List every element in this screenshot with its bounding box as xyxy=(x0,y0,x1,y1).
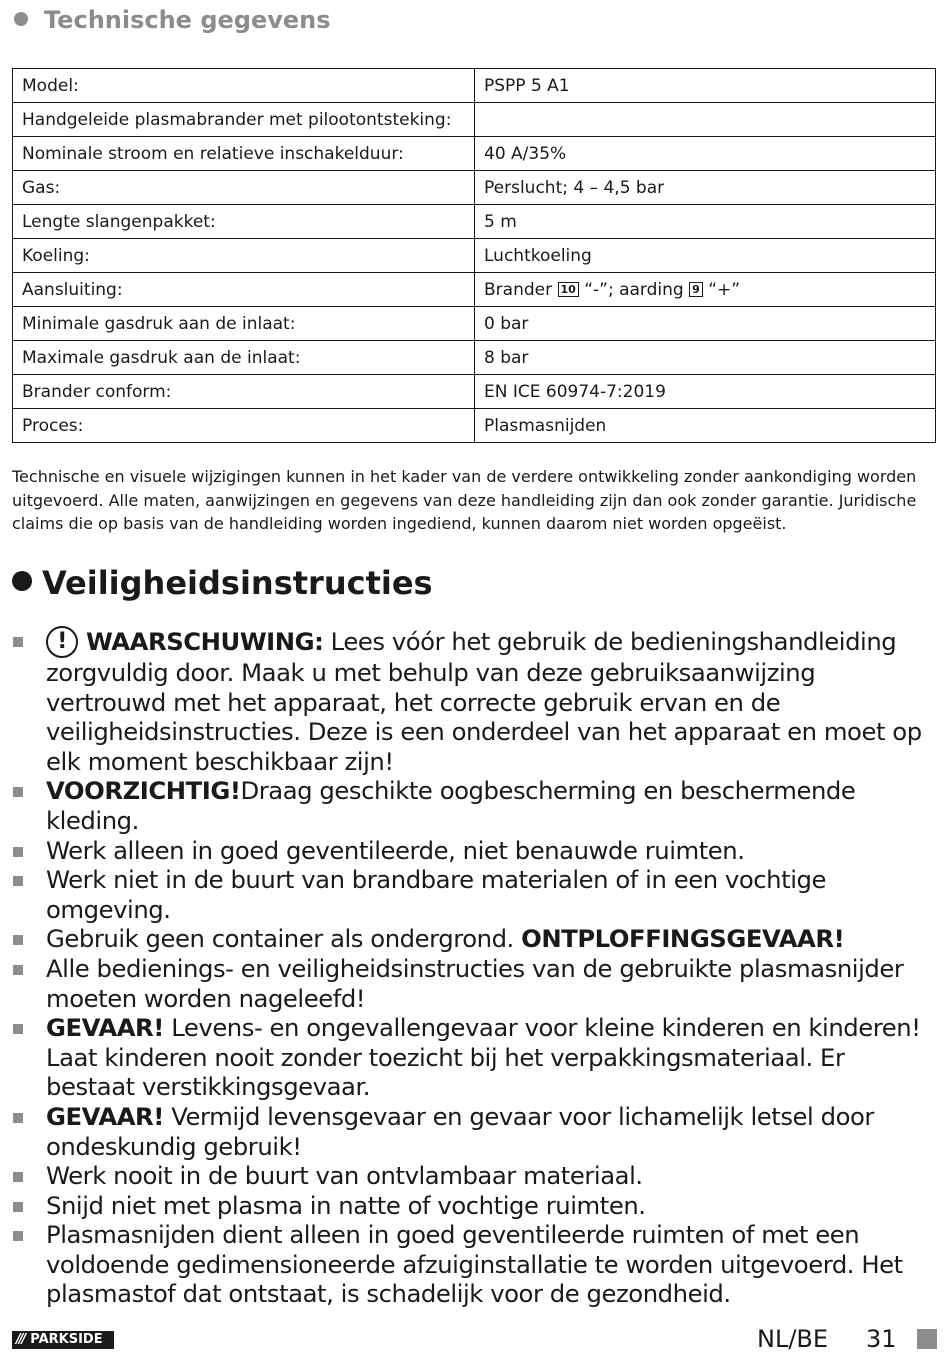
spec-value: Perslucht; 4 – 4,5 bar xyxy=(475,171,936,205)
page-number: 31 xyxy=(866,1325,897,1353)
square-bullet-icon xyxy=(13,1113,23,1123)
square-bullet-icon xyxy=(13,876,23,886)
section-heading-technical xyxy=(14,6,331,34)
table-row xyxy=(13,409,936,443)
list-item xyxy=(0,1161,940,1191)
connection-brander: Brander xyxy=(484,279,553,300)
spec-label: Minimale gasdruk aan de inlaat: xyxy=(13,307,475,341)
table-row xyxy=(13,375,936,409)
table-row xyxy=(13,307,936,341)
square-bullet-icon xyxy=(13,1172,23,1182)
item-text: Lees vóór het gebruik de bedieningshandleiding zorgvuldig door. Maak u met behulp van deze gebruiksaanwijzing vertrouwd met het apparaat, het correcte gebruik ervan en de veiligheidsinstructies. Deze is een onderdeel van het apparaat en moet op elk moment beschikbaar zijn! xyxy=(46,627,922,776)
item-text: Gebruik geen container als ondergrond. xyxy=(46,924,522,954)
list-item xyxy=(0,924,940,954)
spec-value xyxy=(475,103,936,137)
item-text: Werk nooit in de buurt van ontvlambaar materiaal. xyxy=(46,1161,643,1191)
technical-heading-text: Technische gegevens xyxy=(44,6,331,34)
square-bullet-icon xyxy=(13,935,23,945)
spec-label: Aansluiting: xyxy=(13,273,475,307)
list-item xyxy=(0,954,940,1013)
spec-value: 5 m xyxy=(475,205,936,239)
specifications-table xyxy=(12,68,936,443)
signal-word: ONTPLOFFINGSGEVAAR! xyxy=(521,924,845,954)
part-number-box: 9 xyxy=(689,282,703,297)
signal-word: VOORZICHTIG! xyxy=(46,776,241,806)
signal-word: GEVAAR! xyxy=(46,1101,164,1131)
table-row xyxy=(13,239,936,273)
item-text: Alle bedienings- en veiligheidsinstructies van de gebruikte plasmasnijder moeten worden nageleefd! xyxy=(46,953,904,1013)
spec-label: Proces: xyxy=(13,409,475,443)
part-number-box: 10 xyxy=(558,282,579,297)
table-row xyxy=(13,341,936,375)
list-item xyxy=(0,836,940,866)
bullet-dot-icon xyxy=(14,12,28,26)
square-bullet-icon xyxy=(13,1231,23,1241)
spec-value-connection xyxy=(475,273,936,307)
list-item xyxy=(0,626,940,776)
safety-heading-text: Veiligheidsinstructies xyxy=(42,564,433,602)
table-row xyxy=(13,69,936,103)
spec-label: Maximale gasdruk aan de inlaat: xyxy=(13,341,475,375)
spec-value: 8 bar xyxy=(475,341,936,375)
list-item xyxy=(0,776,940,835)
list-item xyxy=(0,865,940,924)
logo-text: PARKSIDE xyxy=(30,1332,103,1347)
item-text: Plasmasnijden dient alleen in goed geventileerde ruimten of met een voldoende gedimensioneerde afzuiginstallatie te worden uitgevoerd. Het plasmastof dat ontstaat, is schadelijk voor de gezondheid. xyxy=(46,1220,903,1309)
spec-value: Luchtkoeling xyxy=(475,239,936,273)
square-bullet-icon xyxy=(13,965,23,975)
signal-word: WAARSCHUWING: xyxy=(86,627,324,656)
square-bullet-icon xyxy=(13,847,23,857)
section-heading-safety xyxy=(12,564,433,602)
warning-exclamation-icon: ! xyxy=(46,626,78,658)
square-bullet-icon xyxy=(13,1024,23,1034)
list-item xyxy=(0,1191,940,1221)
spec-value: EN ICE 60974-7:2019 xyxy=(475,375,936,409)
spec-label: Lengte slangenpakket: xyxy=(13,205,475,239)
table-row xyxy=(13,103,936,137)
square-bullet-icon xyxy=(13,787,23,797)
item-text: Draag geschikte oogbescherming en beschermende kleding. xyxy=(46,776,856,835)
spec-label: Koeling: xyxy=(13,239,475,273)
spec-label: Nominale stroom en relatieve inschakelduur: xyxy=(13,137,475,171)
safety-instructions-list xyxy=(0,626,940,1309)
table-row xyxy=(13,205,936,239)
item-text: Snijd niet met plasma in natte of vochtige ruimten. xyxy=(46,1190,646,1220)
spec-value: 40 A/35% xyxy=(475,137,936,171)
connection-aarding-sign: “+” xyxy=(708,279,741,300)
table-row xyxy=(13,137,936,171)
spec-label: Brander conform: xyxy=(13,375,475,409)
table-row xyxy=(13,273,936,307)
footer-language: NL/BE xyxy=(757,1325,829,1353)
spec-label: Gas: xyxy=(13,171,475,205)
list-item xyxy=(0,1013,940,1102)
spec-value: 0 bar xyxy=(475,307,936,341)
signal-word: GEVAAR! xyxy=(46,1013,164,1043)
disclaimer-text: Technische en visuele wijzigingen kunnen in het kader van de verdere ontwikkeling zonder aankondiging worden uitgevoerd. Alle maten, aanwijzingen en gegevens van deze handleiding zijn dan ook zonder garantie. Juridische claims die op basis van de handleiding worden ingediend, kunnen daarom niet worden opgeëist. xyxy=(12,467,917,533)
table-row xyxy=(13,171,936,205)
item-text: Werk niet in de buurt van brandbare materialen of in een vochtige omgeving. xyxy=(46,865,826,924)
parkside-logo xyxy=(12,1331,114,1349)
footer-square-icon xyxy=(917,1329,937,1349)
square-bullet-icon xyxy=(13,1202,23,1212)
logo-stripes: /// xyxy=(16,1332,25,1347)
spec-value: PSPP 5 A1 xyxy=(475,69,936,103)
spec-label: Model: xyxy=(13,69,475,103)
list-item xyxy=(0,1102,940,1161)
item-text: Levens- en ongevallengevaar voor kleine kinderen en kinderen! Laat kinderen nooit zonder toezicht bij het verpakkingsmateriaal. Er bestaat verstikkingsgevaar. xyxy=(46,1013,921,1102)
connection-brander-sign: “-”; aarding xyxy=(584,279,684,300)
item-text: Vermijd levensgevaar en gevaar voor lichamelijk letsel door ondeskundig gebruik! xyxy=(46,1101,874,1161)
item-text: Werk alleen in goed geventileerde, niet benauwde ruimten. xyxy=(46,835,745,865)
bullet-dot-icon xyxy=(12,571,32,591)
list-item xyxy=(0,1220,940,1309)
square-bullet-icon xyxy=(13,637,23,647)
spec-label: Handgeleide plasmabrander met pilootontsteking: xyxy=(13,103,475,137)
spec-value: Plasmasnijden xyxy=(475,409,936,443)
